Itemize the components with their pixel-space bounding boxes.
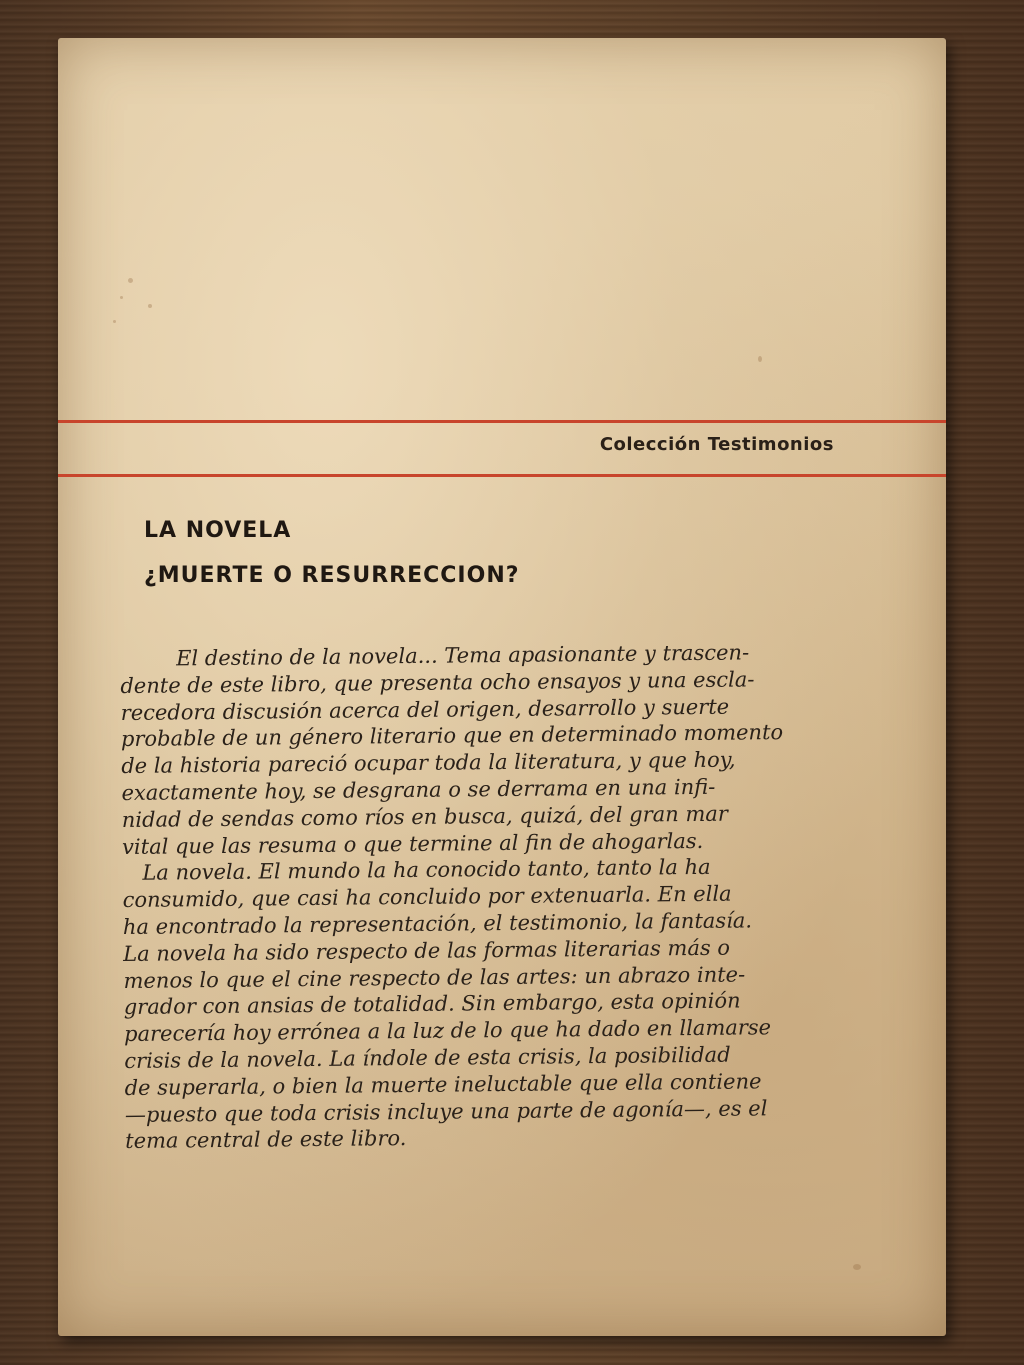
book-title: LA NOVELA xyxy=(144,518,292,543)
blurb-line: crisis de la novela. La índole de esta crisis, la posibilidad xyxy=(124,1042,731,1073)
blurb-line: parecería hoy errónea a la luz de lo que ha dado en llamarse xyxy=(123,1015,772,1047)
blurb-line: menos lo que el cine respecto de las artes: un abrazo inte- xyxy=(123,962,746,993)
blurb-line: consumido, que casi ha concluido por extenuarla. En ella xyxy=(122,881,732,913)
blurb-text xyxy=(120,638,855,1155)
paper-stain xyxy=(113,320,116,323)
paper-stain xyxy=(120,296,123,299)
blurb-line: La novela. El mundo la ha conocido tanto, tanto la ha xyxy=(142,855,711,886)
blurb-line: —puesto que toda crisis incluye una parte de agonía—, es el xyxy=(124,1095,768,1127)
paper-stain xyxy=(853,1264,861,1270)
blurb-line: El destino de la novela... Tema apasionante y trascen- xyxy=(176,640,750,671)
blurb-line: vital que las resuma o que termine al fin de ahogarlas. xyxy=(121,828,704,859)
blurb-line: nidad de sendas como ríos en busca, quizá, del gran mar xyxy=(121,801,728,832)
book-subtitle: ¿MUERTE O RESURRECCION? xyxy=(144,563,520,588)
blurb-line: recedora discusión acerca del origen, desarrollo y suerte xyxy=(120,694,730,725)
paper-stain xyxy=(148,304,152,308)
paper-stain xyxy=(128,278,133,283)
blurb-line: exactamente hoy, se desgrana o se derrama en una infi- xyxy=(121,774,716,805)
book-back-cover xyxy=(58,38,946,1336)
bottom-red-rule xyxy=(58,474,946,477)
blurb-line: ha encontrado la representación, el testimonio, la fantasía. xyxy=(122,908,753,939)
blurb-line: probable de un género literario que en determinado momento xyxy=(120,720,784,752)
blurb-line: La novela ha sido respecto de las formas literarias más o xyxy=(123,935,731,966)
series-label: Colección Testimonios xyxy=(599,434,834,455)
blurb-line: de superarla, o bien la muerte ineluctable que ella contiene xyxy=(124,1069,762,1100)
top-red-rule xyxy=(58,420,946,423)
paper-stain xyxy=(758,356,762,362)
blurb-line: de la historia pareció ocupar toda la literatura, y que hoy, xyxy=(121,747,736,779)
blurb-line: grador con ansias de totalidad. Sin embargo, esta opinión xyxy=(123,988,741,1020)
blurb-line: tema central de este libro. xyxy=(125,1126,407,1154)
blurb-line: dente de este libro, que presenta ocho ensayos y una escla- xyxy=(120,667,755,698)
